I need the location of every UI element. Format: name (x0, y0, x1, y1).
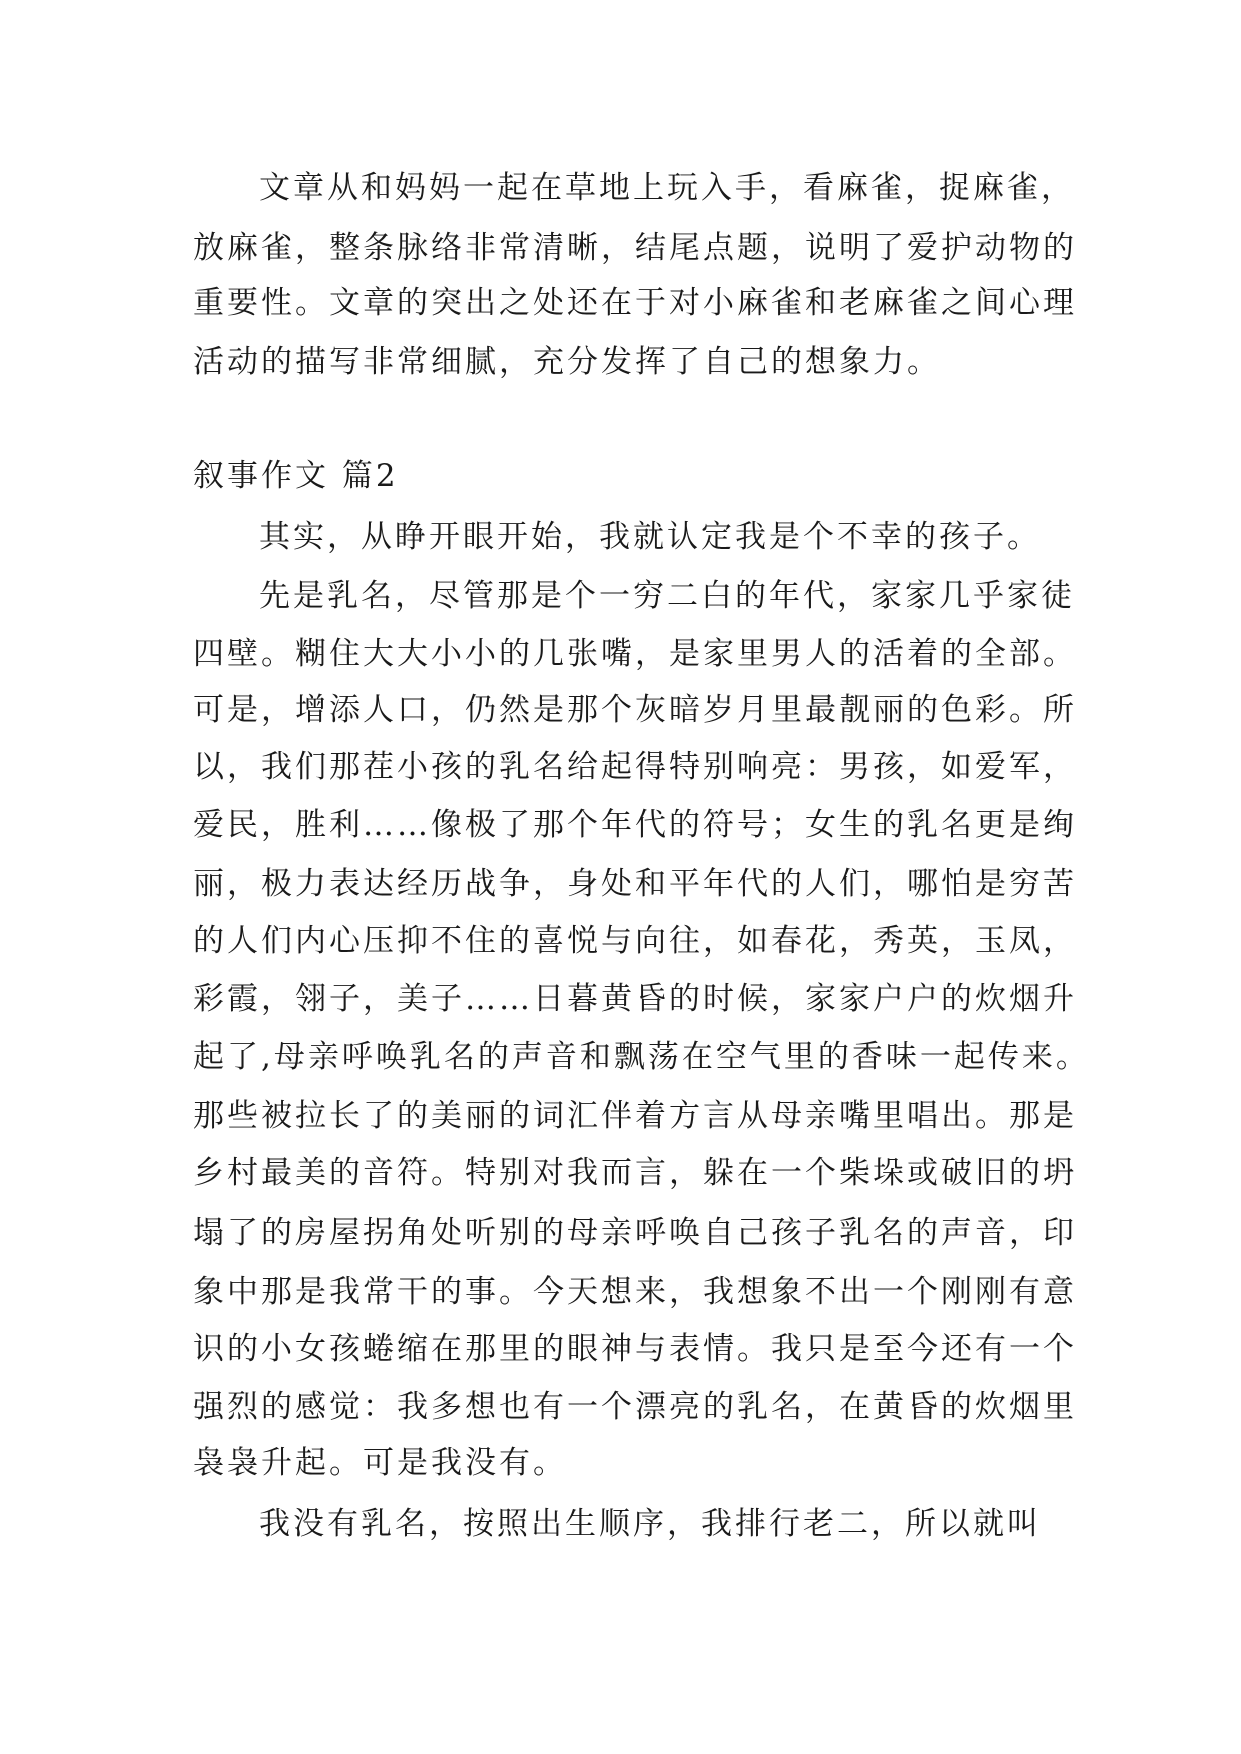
section-paragraph-2-line-7: 的人们内心压抑不住的喜悦与向往，如春花，秀英，玉凤， (193, 923, 1077, 959)
section-paragraph-2-line-8: 彩霞，翎子，美子……日暮黄昏的时候，家家户户的炊烟升 (193, 981, 1077, 1017)
section-paragraph-2-line-6: 丽，极力表达经历战争，身处和平年代的人们，哪怕是穷苦 (193, 866, 1077, 902)
section-paragraph-2-line-1: 先是乳名，尽管那是个一穷二白的年代，家家几乎家徒 (259, 578, 1075, 614)
section-paragraph-3-line-1: 我没有乳名，按照出生顺序，我排行老二，所以就叫 (259, 1506, 1041, 1542)
section-paragraph-2-line-16: 袅袅升起。可是我没有。 (193, 1445, 567, 1481)
section-paragraph-2-line-2: 四壁。糊住大大小小的几张嘴，是家里男人的活着的全部。 (193, 636, 1077, 672)
section-paragraph-2-line-3: 可是，增添人口，仍然是那个灰暗岁月里最靓丽的色彩。所 (193, 692, 1077, 728)
section-paragraph-2-line-14: 识的小女孩蜷缩在那里的眼神与表情。我只是至今还有一个 (193, 1331, 1077, 1367)
section-paragraph-2-line-5: 爱民，胜利……像极了那个年代的符号；女生的乳名更是绚 (193, 807, 1077, 843)
section-paragraph-2-line-10: 那些被拉长了的美丽的词汇伴着方言从母亲嘴里唱出。那是 (193, 1098, 1077, 1134)
section-paragraph-2-line-11: 乡村最美的音符。特别对我而言，躲在一个柴垛或破旧的坍 (193, 1155, 1077, 1191)
section-paragraph-2-line-9: 起了,母亲呼唤乳名的声音和飘荡在空气里的香味一起传来。 (193, 1039, 1090, 1075)
section-paragraph-2-line-15: 强烈的感觉：我多想也有一个漂亮的乳名，在黄昏的炊烟里 (193, 1389, 1077, 1425)
paragraph-1-line-4: 活动的描写非常细腻，充分发挥了自己的想象力。 (193, 344, 941, 380)
section-title: 叙事作文 篇2 (193, 458, 399, 494)
section-paragraph-2-line-13: 象中那是我常干的事。今天想来，我想象不出一个刚刚有意 (193, 1274, 1077, 1310)
paragraph-1-line-2: 放麻雀，整条脉络非常清晰，结尾点题，说明了爱护动物的 (193, 230, 1077, 266)
section-paragraph-1-line-1: 其实，从睁开眼开始，我就认定我是个不幸的孩子。 (259, 519, 1041, 555)
paragraph-1-line-3: 重要性。文章的突出之处还在于对小麻雀和老麻雀之间心理 (193, 285, 1077, 321)
paragraph-1-line-1: 文章从和妈妈一起在草地上玩入手，看麻雀，捉麻雀， (259, 170, 1075, 206)
section-paragraph-2-line-4: 以，我们那茬小孩的乳名给起得特别响亮：男孩，如爱军， (193, 749, 1077, 785)
section-paragraph-2-line-12: 塌了的房屋拐角处听别的母亲呼唤自己孩子乳名的声音，印 (193, 1215, 1077, 1251)
